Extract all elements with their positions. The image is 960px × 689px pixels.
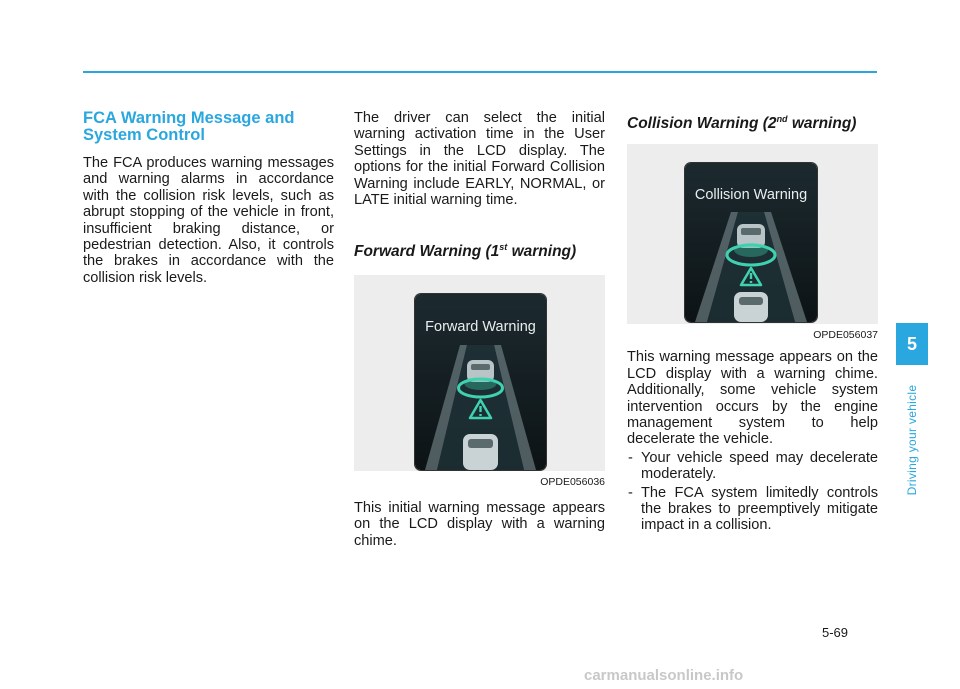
road-illustration [415, 340, 546, 470]
heading-text: Collision Warning (2 [627, 115, 777, 132]
page-number: 5-69 [822, 625, 849, 640]
car-icon [734, 292, 768, 322]
list-item-text: Your vehicle speed may decelerate moderately. [641, 449, 878, 483]
heading-text-tail: warning) [787, 115, 857, 132]
heading-superscript: nd [776, 114, 788, 124]
lcd-screen [415, 294, 546, 470]
list-item-text: The FCA system limitedly controls the brakes to preemptively mitigate impact in a collision. [641, 484, 878, 534]
car-icon [463, 434, 498, 470]
section-heading: FCA Warning Message and System Control [83, 109, 295, 144]
road-illustration [685, 210, 817, 322]
heading-superscript: st [499, 242, 508, 253]
column-1 [83, 110, 334, 286]
screen-title: Forward Warning [425, 319, 536, 336]
bullet-list [627, 450, 878, 534]
lcd-screen [685, 163, 817, 322]
bullet-dash: - [628, 449, 633, 466]
forward-warning-figure [354, 275, 605, 471]
collision-warning-body: This warning message appears on the LCD display with a warning chime. Additionally, some vehicle system intervention occurs by the engine management system to help decelerate the vehicle. [627, 349, 878, 448]
figure-caption: OPDE056036 [540, 476, 605, 489]
chapter-tab: 5 [896, 323, 928, 365]
list-item [627, 450, 878, 483]
column-3 [627, 110, 878, 534]
screen-title: Collision Warning [694, 187, 808, 203]
watermark: carmanualsonline.info [584, 667, 744, 684]
header-rule [83, 71, 877, 73]
collision-warning-figure [627, 144, 878, 324]
chapter-title: Driving your vehicle [905, 384, 919, 496]
forward-warning-heading [354, 238, 605, 261]
heading-text-tail: warning) [507, 243, 577, 261]
bullet-dash: - [628, 484, 633, 501]
intro-paragraph: The driver can select the initial warning activation time in the User Settings in the LCD display. The options for the initial Forward Collision Warning include EARLY, NORMAL, or LATE initial warning time. [354, 110, 605, 209]
list-item [627, 485, 878, 534]
forward-warning-body: This initial warning message appears on the LCD display with a warning chime. [354, 499, 605, 549]
column-2 [354, 110, 605, 549]
figure-caption: OPDE056037 [813, 329, 878, 341]
heading-text: Forward Warning (1 [354, 243, 500, 261]
collision-warning-heading [627, 110, 878, 133]
section-body: The FCA produces warning messages and warning alarms in accordance with the collision risk levels, such as abrupt stopping of the vehicle in front, insufficient braking distance, or pedestrian detection. Also, it controls the brakes in accordance with the collision risk levels. [83, 155, 334, 286]
